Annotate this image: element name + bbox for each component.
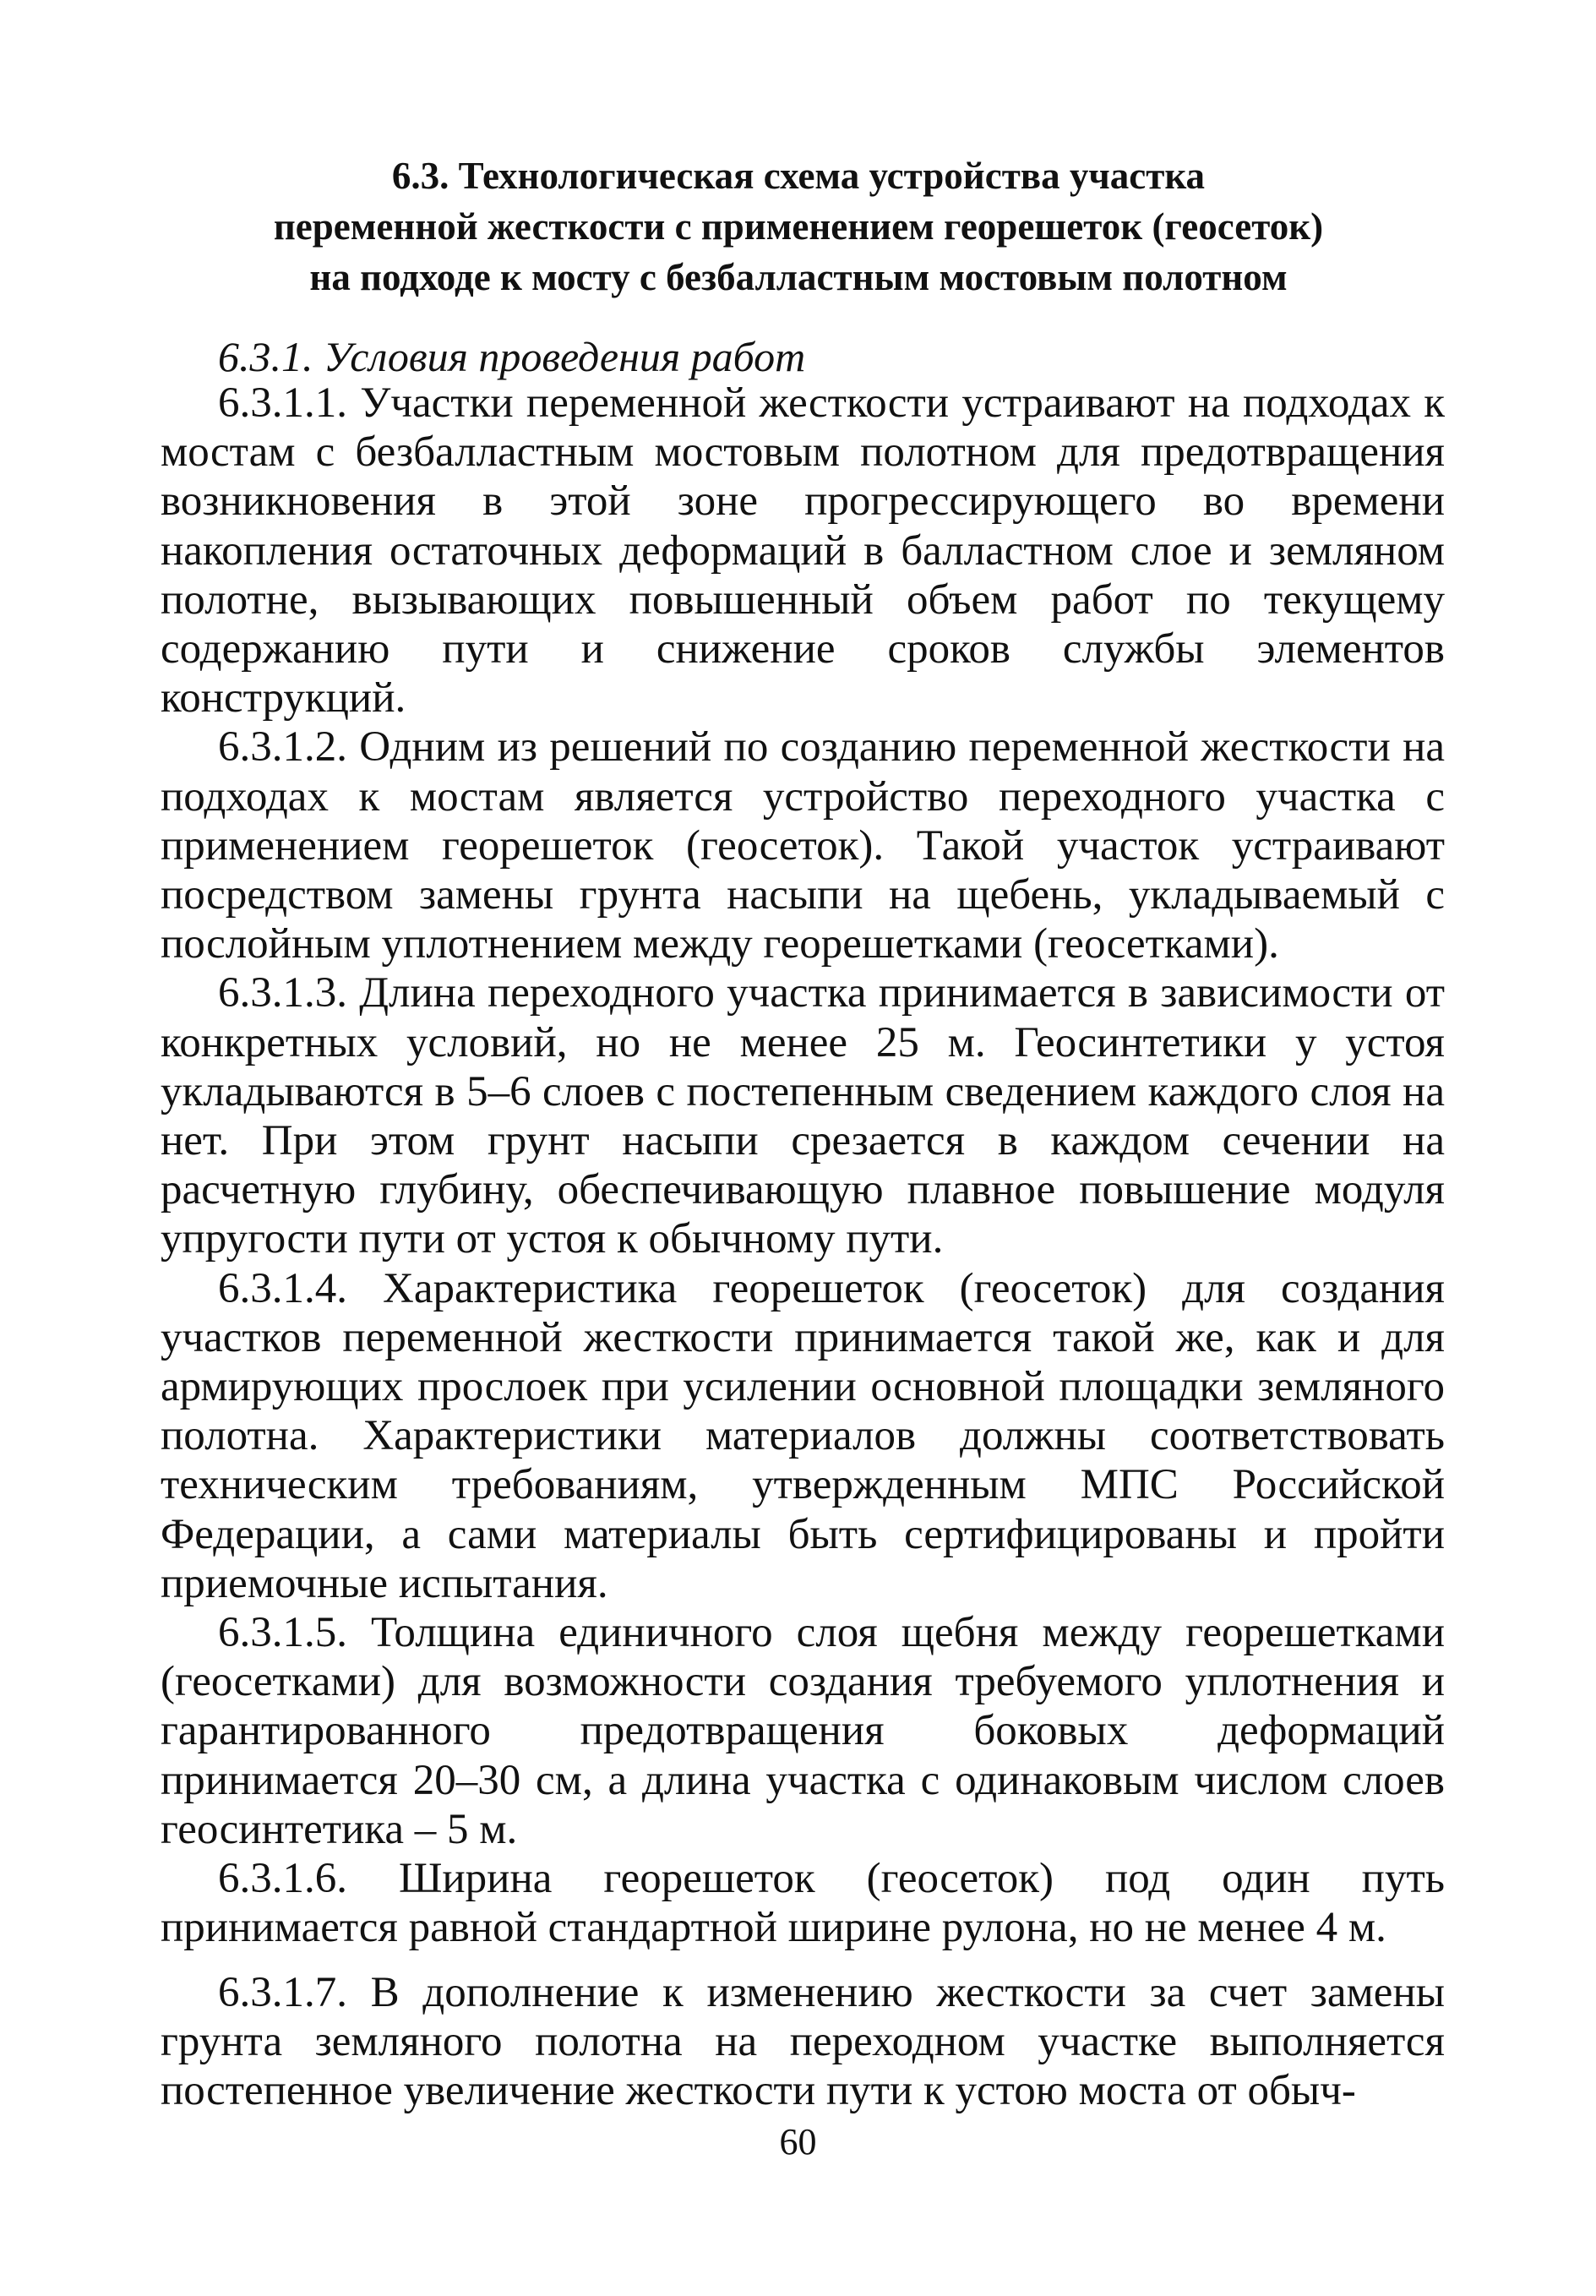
paragraph: 6.3.1.1. Участки переменной жесткости устраивают на подходах к мостам с безбалластным мостовым полотном для предотвращения возникновения в этой зоне прогрессирующего во времени накопления остаточных деформаций в балластном слое и земляном полотне, вызывающих повышенный объем работ по текущему содержанию пути и снижение сроков службы элементов конструкций. [161,379,1445,723]
page-number: 60 [779,2121,817,2162]
body-text [161,379,1445,2115]
section-heading-line: на подходе к мосту с безбалластным мостовым полотном [309,256,1288,298]
subsection-heading: 6.3.1. Условия проведения работ [218,333,806,380]
section-heading-line: переменной жесткости с применением георешеток (геосеток) [273,205,1324,248]
paragraph: 6.3.1.3. Длина переходного участка принимается в зависимости от конкретных условий, но не менее 25 м. Геосинтетики у устоя укладываются в 5–6 слоев с постепенным сведением каждого слоя на нет. При этом грунт насыпи срезается в каждом сечении на расчетную глубину, обеспечивающую плавное повышение модуля упругости пути от устоя к обычному пути. [161,969,1445,1263]
section-heading [144,150,1453,303]
paragraph: 6.3.1.2. Одним из решений по созданию переменной жесткости на подходах к мостам является устройство переходного участка с применением георешеток (геосеток). Такой участок устраивают посредством замены грунта насыпи на щебень, укладываемый с послойным уплотнением между георешетками (геосетками). [161,723,1445,968]
paragraph: 6.3.1.6. Ширина георешеток (геосеток) под один путь принимается равной стандартной ширине рулона, но не менее 4 м. [161,1855,1445,1952]
paragraph: 6.3.1.5. Толщина единичного слоя щебня между георешетками (геосетками) для возможности создания требуемого уплотнения и гарантированного предотвращения боковых деформаций принимается 20–30 см, а длина участка с одинаковым числом слоев геосинтетика – 5 м. [161,1609,1445,1853]
section-heading-line: 6.3. Технологическая схема устройства участка [391,155,1206,197]
paragraph: 6.3.1.7. В дополнение к изменению жесткости за счет замены грунта земляного полотна на переходном участке выполняется постепенное увеличение жесткости пути к устою моста от обыч- [161,1968,1445,2114]
paragraph: 6.3.1.4. Характеристика георешеток (геосеток) для создания участков переменной жесткости принимается такой же, как и для армирующих прослоек при усилении основной площадки земляного полотна. Характеристики материалов должны соответствовать техническим требованиям, утвержденным МПС Российской Федерации, а сами материалы быть сертифицированы и пройти приемочные испытания. [161,1264,1445,1607]
